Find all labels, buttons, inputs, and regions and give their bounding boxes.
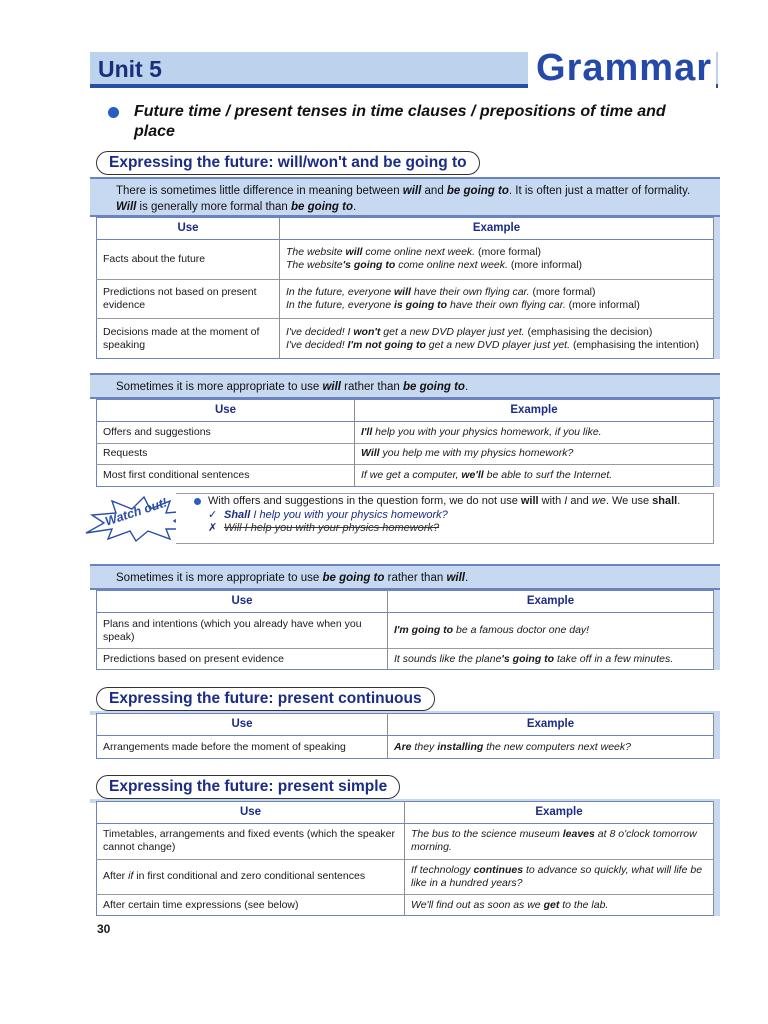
- watch-out-label: Watch out!: [103, 495, 169, 529]
- example-cell: The bus to the science museum leaves at 8 o'clock tomorrow morning.: [405, 824, 714, 860]
- column-header-example: Example: [280, 218, 714, 240]
- watch-out-content: [194, 495, 714, 536]
- page-number: 30: [97, 922, 111, 936]
- table-row: [97, 465, 714, 487]
- tick-icon: ✓: [208, 508, 218, 521]
- table-row: [97, 319, 714, 359]
- use-cell: Facts about the future: [97, 240, 280, 280]
- example-cell: Are they installing the new computers next week?: [388, 736, 714, 759]
- example-cell: If technology continues to advance so quickly, what will life be like in a hundred years?: [405, 859, 714, 895]
- table-going-preferred: [96, 590, 714, 670]
- table-row: [97, 613, 714, 649]
- use-cell: Plans and intentions (which you already have when you speak): [97, 613, 388, 649]
- section-title-present-simple: Expressing the future: present simple: [96, 775, 400, 799]
- table-present-simple: [96, 801, 714, 916]
- table-row: [97, 824, 714, 860]
- example-cell: In the future, everyone will have their own flying car. (more formal) In the future, everyone is going to have their own flying car. (more informal): [280, 279, 714, 319]
- use-cell: Requests: [97, 443, 355, 465]
- example-cell: I've decided! I won't get a new DVD player just yet. (emphasising the decision) I've decided! I'm not going to get a new DVD player just yet. (emphasising the intention): [280, 319, 714, 359]
- use-cell: Offers and suggestions: [97, 422, 355, 444]
- column-header-use: Use: [97, 802, 405, 824]
- table-row: [97, 443, 714, 465]
- table-row: [97, 736, 714, 759]
- unit-label: Unit 5: [98, 56, 162, 82]
- use-cell: Decisions made at the moment of speaking: [97, 319, 280, 359]
- example-cell: Will you help me with my physics homework?: [355, 443, 714, 465]
- page-title: Grammar: [528, 46, 716, 90]
- use-cell: After certain time expressions (see below): [97, 895, 405, 916]
- bullet-icon: [194, 498, 201, 505]
- table-row: [97, 240, 714, 280]
- incorrect-example: ✗ Will I help you with your physics homework?: [208, 522, 440, 534]
- correct-example: ✓ Shall I help you with your physics homework?: [208, 508, 448, 521]
- column-header-example: Example: [405, 802, 714, 824]
- column-header-example: Example: [388, 714, 714, 736]
- table-present-continuous: [96, 713, 714, 759]
- example-cell: If we get a computer, we'll be able to surf the Internet.: [355, 465, 714, 487]
- use-cell: Arrangements made before the moment of speaking: [97, 736, 388, 759]
- table-will-preferred: [96, 399, 714, 487]
- example-cell: It sounds like the plane's going to take off in a few minutes.: [388, 649, 714, 670]
- column-header-use: Use: [97, 400, 355, 422]
- table-row: [97, 422, 714, 444]
- note-will-preferred: Sometimes it is more appropriate to use will rather than be going to.: [90, 373, 720, 399]
- page-header: [90, 47, 718, 94]
- example-cell: I'll help you with your physics homework, if you like.: [355, 422, 714, 444]
- bullet-icon: [108, 107, 119, 118]
- example-cell: The website will come online next week. (more formal) The website's going to come online next week. (more informal): [280, 240, 714, 280]
- topic-line: [108, 102, 698, 142]
- example-cell: I'm going to be a famous doctor one day!: [388, 613, 714, 649]
- table-row: [97, 279, 714, 319]
- column-header-use: Use: [97, 591, 388, 613]
- section-title-will-going: Expressing the future: will/won't and be going to: [96, 151, 480, 175]
- column-header-example: Example: [388, 591, 714, 613]
- watch-out-rule: With offers and suggestions in the question form, we do not use will with I and we. We use shall.: [194, 495, 714, 509]
- column-header-use: Use: [97, 218, 280, 240]
- example-cell: We'll find out as soon as we get to the lab.: [405, 895, 714, 916]
- table-will-going: [96, 217, 714, 359]
- table-row: [97, 859, 714, 895]
- use-cell: Most first conditional sentences: [97, 465, 355, 487]
- table-row: [97, 895, 714, 916]
- section-title-present-continuous: Expressing the future: present continuous: [96, 687, 435, 711]
- use-cell: Predictions based on present evidence: [97, 649, 388, 670]
- column-header-use: Use: [97, 714, 388, 736]
- note-going-preferred: Sometimes it is more appropriate to use be going to rather than will.: [90, 564, 720, 590]
- column-header-example: Example: [355, 400, 714, 422]
- note-will-going: There is sometimes little difference in meaning between will and be going to. It is often just a matter of formality. Will is generally more formal than be going to.: [90, 177, 720, 217]
- use-cell: Predictions not based on present evidence: [97, 279, 280, 319]
- topic-text: Future time / present tenses in time clauses / prepositions of time and place: [134, 103, 666, 140]
- cross-icon: ✗: [208, 522, 218, 534]
- table-row: [97, 649, 714, 670]
- use-cell: Timetables, arrangements and fixed events (which the speaker cannot change): [97, 824, 405, 860]
- use-cell: After if in first conditional and zero conditional sentences: [97, 859, 405, 895]
